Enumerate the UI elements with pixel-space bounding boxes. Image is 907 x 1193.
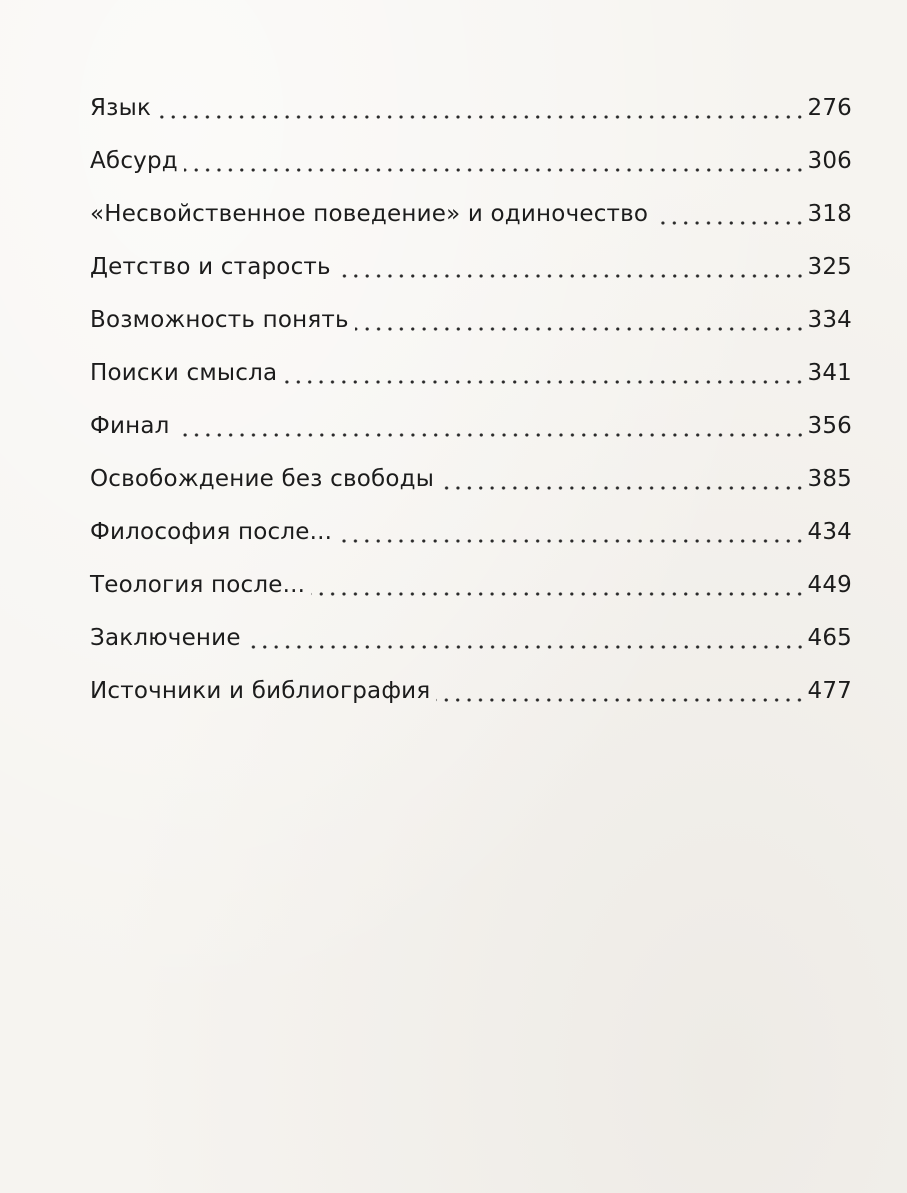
toc-entry-page: 434	[807, 519, 852, 545]
toc-entry	[90, 612, 852, 665]
toc-entry	[90, 241, 852, 294]
toc-entry-title: Заключение	[90, 625, 241, 651]
toc-entry-page: 276	[807, 95, 852, 121]
toc-entry-title: Философия после...	[90, 519, 333, 545]
dot-leader	[176, 432, 806, 438]
toc-entry-page: 306	[807, 148, 852, 174]
toc-entry	[90, 559, 852, 612]
dot-leader	[654, 220, 805, 226]
toc-entry-page: 356	[807, 413, 852, 439]
toc-entry-title: Детство и старость	[90, 254, 331, 280]
toc-entry-page: 465	[807, 625, 852, 651]
dot-leader	[157, 114, 805, 120]
toc-entry	[90, 135, 852, 188]
toc-entry-title: Язык	[90, 95, 152, 121]
dot-leader	[283, 379, 805, 385]
table-of-contents	[90, 82, 852, 718]
toc-entry-page: 318	[807, 201, 852, 227]
toc-entry	[90, 188, 852, 241]
toc-entry-page: 325	[807, 254, 852, 280]
toc-entry	[90, 294, 852, 347]
toc-entry-title: Освобождение без свободы	[90, 466, 435, 492]
toc-entry	[90, 82, 852, 135]
dot-leader	[355, 326, 806, 332]
toc-entry	[90, 506, 852, 559]
dot-leader	[311, 591, 805, 597]
dot-leader	[184, 167, 806, 173]
dot-leader	[440, 485, 805, 491]
toc-entry-page: 341	[807, 360, 852, 386]
toc-entry-page: 334	[807, 307, 852, 333]
toc-entry	[90, 453, 852, 506]
dot-leader	[338, 538, 805, 544]
dot-leader	[436, 697, 805, 703]
toc-entry-page: 385	[807, 466, 852, 492]
dot-leader	[247, 644, 806, 650]
toc-entry-title: Финал	[90, 413, 170, 439]
toc-entry-title: «Несвойственное поведение» и одиночество	[90, 201, 649, 227]
toc-entry-title: Источники и библиография	[90, 678, 431, 704]
toc-entry	[90, 665, 852, 718]
toc-entry-page: 449	[807, 572, 852, 598]
toc-entry-title: Поиски смысла	[90, 360, 278, 386]
toc-entry	[90, 347, 852, 400]
toc-entry-page: 477	[807, 678, 852, 704]
toc-entry-title: Возможность понять	[90, 307, 349, 333]
toc-entry-title: Теология после...	[90, 572, 306, 598]
toc-entry-title: Абсурд	[90, 148, 178, 174]
toc-entry	[90, 400, 852, 453]
dot-leader	[337, 273, 806, 279]
